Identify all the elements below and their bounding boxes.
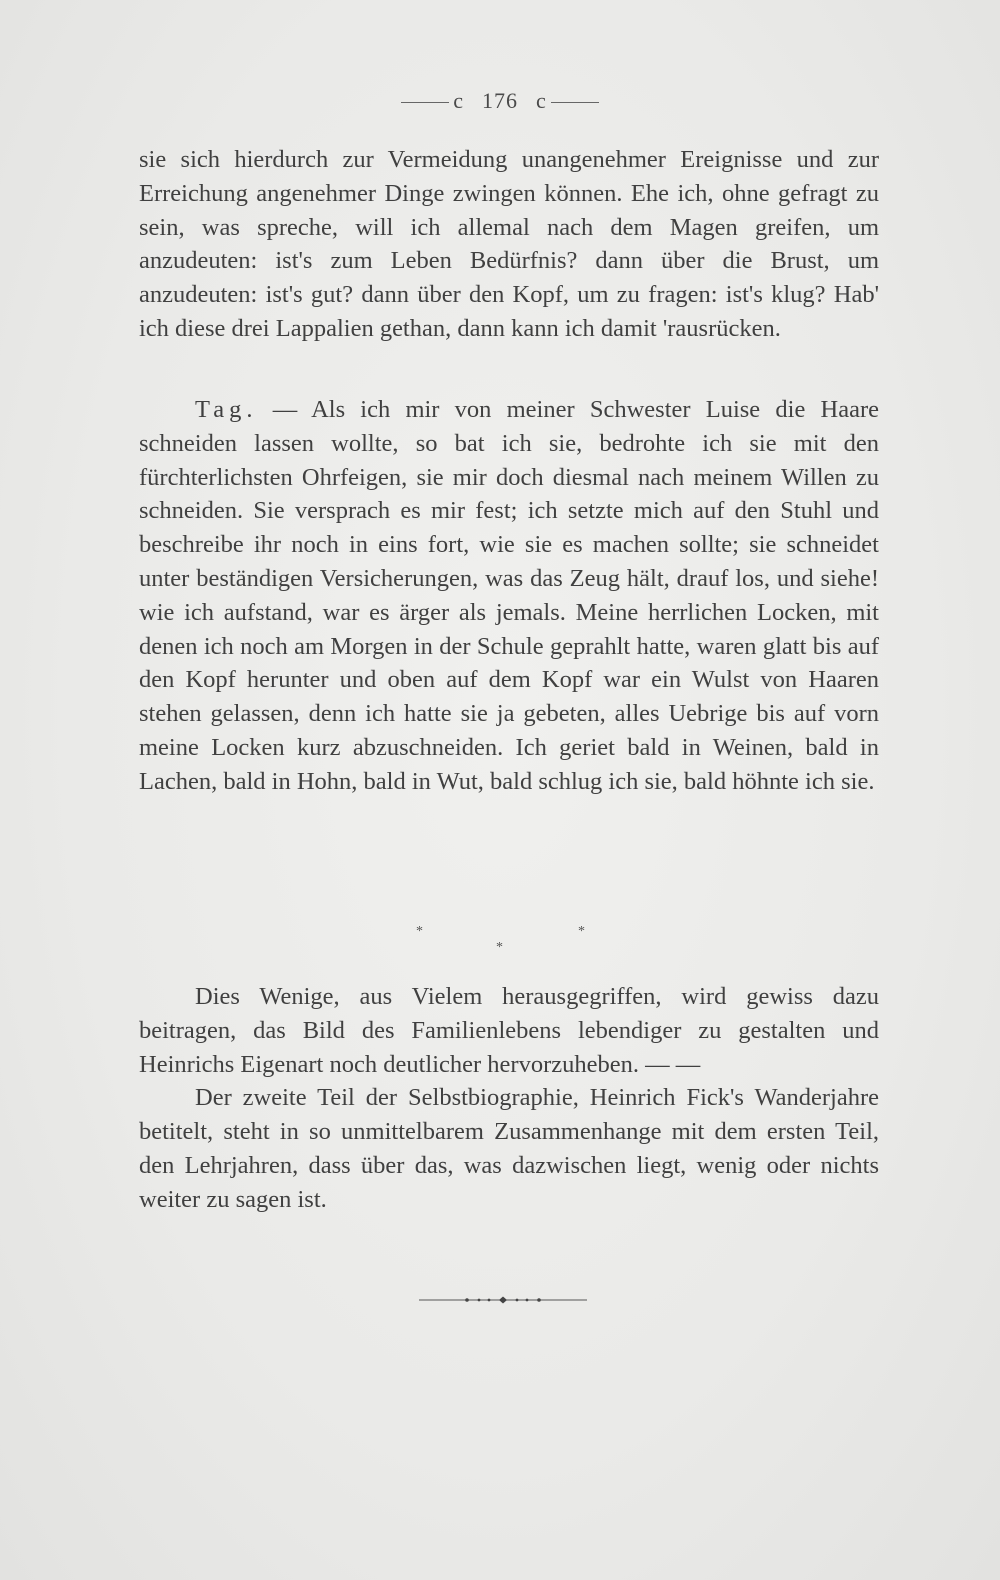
separator-star-left: * xyxy=(416,924,423,939)
paragraph-second-part: Der zweite Teil der Selbstbiographie, Heinrich Fick's Wanderjahre betitelt, steht in so unmittelbarem Zusammenhange mit dem ersten Teil, den Lehrjahren, dass über das, was dazwischen liegt, wenig oder nichts weiter zu sagen ist. xyxy=(139,1084,879,1213)
end-ornament-rule xyxy=(419,1292,587,1308)
text-block-top xyxy=(139,143,879,346)
text-block-tag-entry xyxy=(139,393,879,799)
entry-body: — Als ich mir von meiner Schwester Luise die Haare schneiden lassen wollte, so bat ich sie, bedrohte ich sie mit den fürchterlichsten Ohrfeigen, sie mir doch diesmal nach meinem Willen zu schneiden. Sie versprach es mir fest; ich setzte mich auf den Stuhl und beschreibe ihr noch in eins fort, wie sie es machen sollte; sie schneidet unter beständigen Versicherungen, was das Zeug hält, drauf los, und siehe! wie ich aufstand, war es ärger als jemals. Meine herrlichen Locken, mit denen ich noch am Morgen in der Schule geprahlt hatte, waren glatt bis auf den Kopf herunter und oben auf dem Kopf war ein Wulst von Haaren stehen gelassen, denn ich hatte sie ja gebeten, alles Uebrige bis auf vorn meine Locken kurz abzuschneiden. Ich geriet bald in Weinen, bald in Lachen, bald in Hohn, bald in Wut, bald schlug ich sie, bald höhnte ich sie. xyxy=(139,396,879,795)
paragraph-summary: Dies Wenige, aus Vielem herausgegriffen, wird gewiss dazu beitragen, das Bild des Familienlebens lebendiger zu gestalten und Heinrichs Eigenart noch deutlicher hervorzuheben. — — xyxy=(139,983,879,1078)
separator-star-center: * xyxy=(496,940,503,955)
header-right-mark: c xyxy=(536,88,547,113)
header-rule-left xyxy=(401,102,449,103)
header-left-mark: c xyxy=(453,88,464,113)
header-rule-right xyxy=(551,102,599,103)
paragraph-tag-entry xyxy=(139,393,879,799)
paragraph-continuation: sie sich hierdurch zur Vermeidung unangenehmer Ereignisse und zur Erreichung angenehmer Dinge zwingen können. Ehe ich, ohne gefragt zu sein, was spreche, will ich allemal nach dem Magen greifen, um anzudeuten: ist's zum Leben Bedürfnis? dann über die Brust, um anzudeuten: ist's gut? dann über den Kopf, um zu fragen: ist's klug? Hab' ich diese drei Lappalien gethan, dann kann ich damit 'rausrücken. xyxy=(139,146,879,342)
page-number: 176 xyxy=(482,88,518,113)
entry-heading-tag: Tag. xyxy=(195,396,258,423)
separator-star-right: * xyxy=(578,924,585,939)
text-block-closing xyxy=(139,980,879,1217)
section-separator-asterism xyxy=(0,920,1000,960)
running-header xyxy=(0,88,1000,114)
